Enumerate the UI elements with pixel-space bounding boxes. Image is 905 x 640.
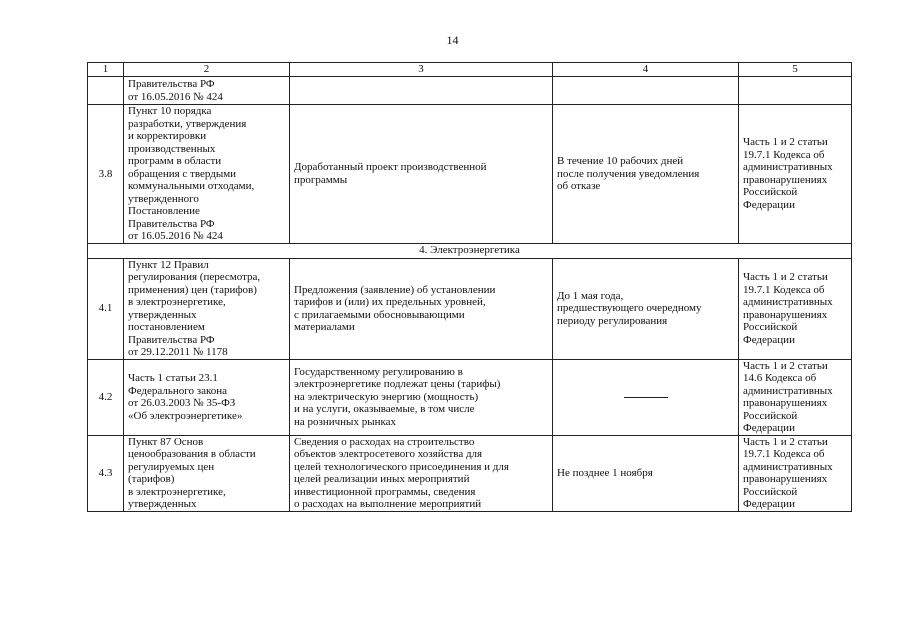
document-cell: Предложения (заявление) об установлении тарифов и (или) их предельных уровней, с прилагаемыми обосновывающими материалами — [290, 258, 553, 359]
dash-line — [624, 397, 668, 398]
document-cell — [290, 77, 553, 105]
row-number: 4.2 — [88, 359, 124, 435]
table-row — [88, 435, 852, 511]
liability-cell: Часть 1 и 2 статьи 19.7.1 Кодекса об административных правонарушениях Российской Федерации — [739, 258, 852, 359]
header-col-1: 1 — [88, 63, 124, 77]
table-row — [88, 258, 852, 359]
document-cell: Сведения о расходах на строительство объектов электросетевого хозяйства для целей технологического присоединения и для целей реализации иных мероприятий инвестиционной программы, сведения о расходах на выполнение мероприятий — [290, 435, 553, 511]
deadline-cell: Не позднее 1 ноября — [553, 435, 739, 511]
legal-basis-cell: Часть 1 статьи 23.1 Федерального закона от 26.03.2003 № 35-ФЗ «Об электроэнергетике» — [124, 359, 290, 435]
header-col-3: 3 — [290, 63, 553, 77]
table-row — [88, 105, 852, 244]
deadline-cell — [553, 359, 739, 435]
row-number: 3.8 — [88, 105, 124, 244]
row-number: 4.3 — [88, 435, 124, 511]
liability-cell: Часть 1 и 2 статьи 19.7.1 Кодекса об административных правонарушениях Российской Федерации — [739, 435, 852, 511]
header-col-4: 4 — [553, 63, 739, 77]
row-number: 4.1 — [88, 258, 124, 359]
deadline-cell: До 1 мая года, предшествующего очередному периоду регулирования — [553, 258, 739, 359]
legal-basis-cell: Пункт 10 порядка разработки, утверждения и корректировки производственных программ в области обращения с твердыми коммунальными отходами, утвержденного Постановление Правительства РФ от 16.05.2016 № 424 — [124, 105, 290, 244]
section-title: 4. Электроэнергетика — [88, 243, 852, 258]
header-col-5: 5 — [739, 63, 852, 77]
table-header-row — [88, 63, 852, 77]
document-cell: Государственному регулированию в электроэнергетике подлежат цены (тарифы) на электрическую энергию (мощность) и на услуги, оказываемые, в том числе на розничных рынках — [290, 359, 553, 435]
table-row — [88, 359, 852, 435]
regulation-table — [87, 62, 852, 512]
deadline-cell: В течение 10 рабочих дней после получения уведомления об отказе — [553, 105, 739, 244]
legal-basis-cell: Пункт 87 Основ ценообразования в области регулируемых цен (тарифов) в электроэнергетике, утвержденных — [124, 435, 290, 511]
legal-basis-cell: Правительства РФ от 16.05.2016 № 424 — [124, 77, 290, 105]
table-row — [88, 77, 852, 105]
document-cell: Доработанный проект производственной программы — [290, 105, 553, 244]
page-number: 14 — [446, 33, 459, 47]
legal-basis-cell: Пункт 12 Правил регулирования (пересмотра, применения) цен (тарифов) в электроэнергетике, утвержденных постановлением Правительства РФ от 29.12.2011 № 1178 — [124, 258, 290, 359]
row-number — [88, 77, 124, 105]
liability-cell — [739, 77, 852, 105]
liability-cell: Часть 1 и 2 статьи 14.6 Кодекса об административных правонарушениях Российской Федерации — [739, 359, 852, 435]
deadline-cell — [553, 77, 739, 105]
section-row — [88, 243, 852, 258]
header-col-2: 2 — [124, 63, 290, 77]
liability-cell: Часть 1 и 2 статьи 19.7.1 Кодекса об административных правонарушениях Российской Федерации — [739, 105, 852, 244]
